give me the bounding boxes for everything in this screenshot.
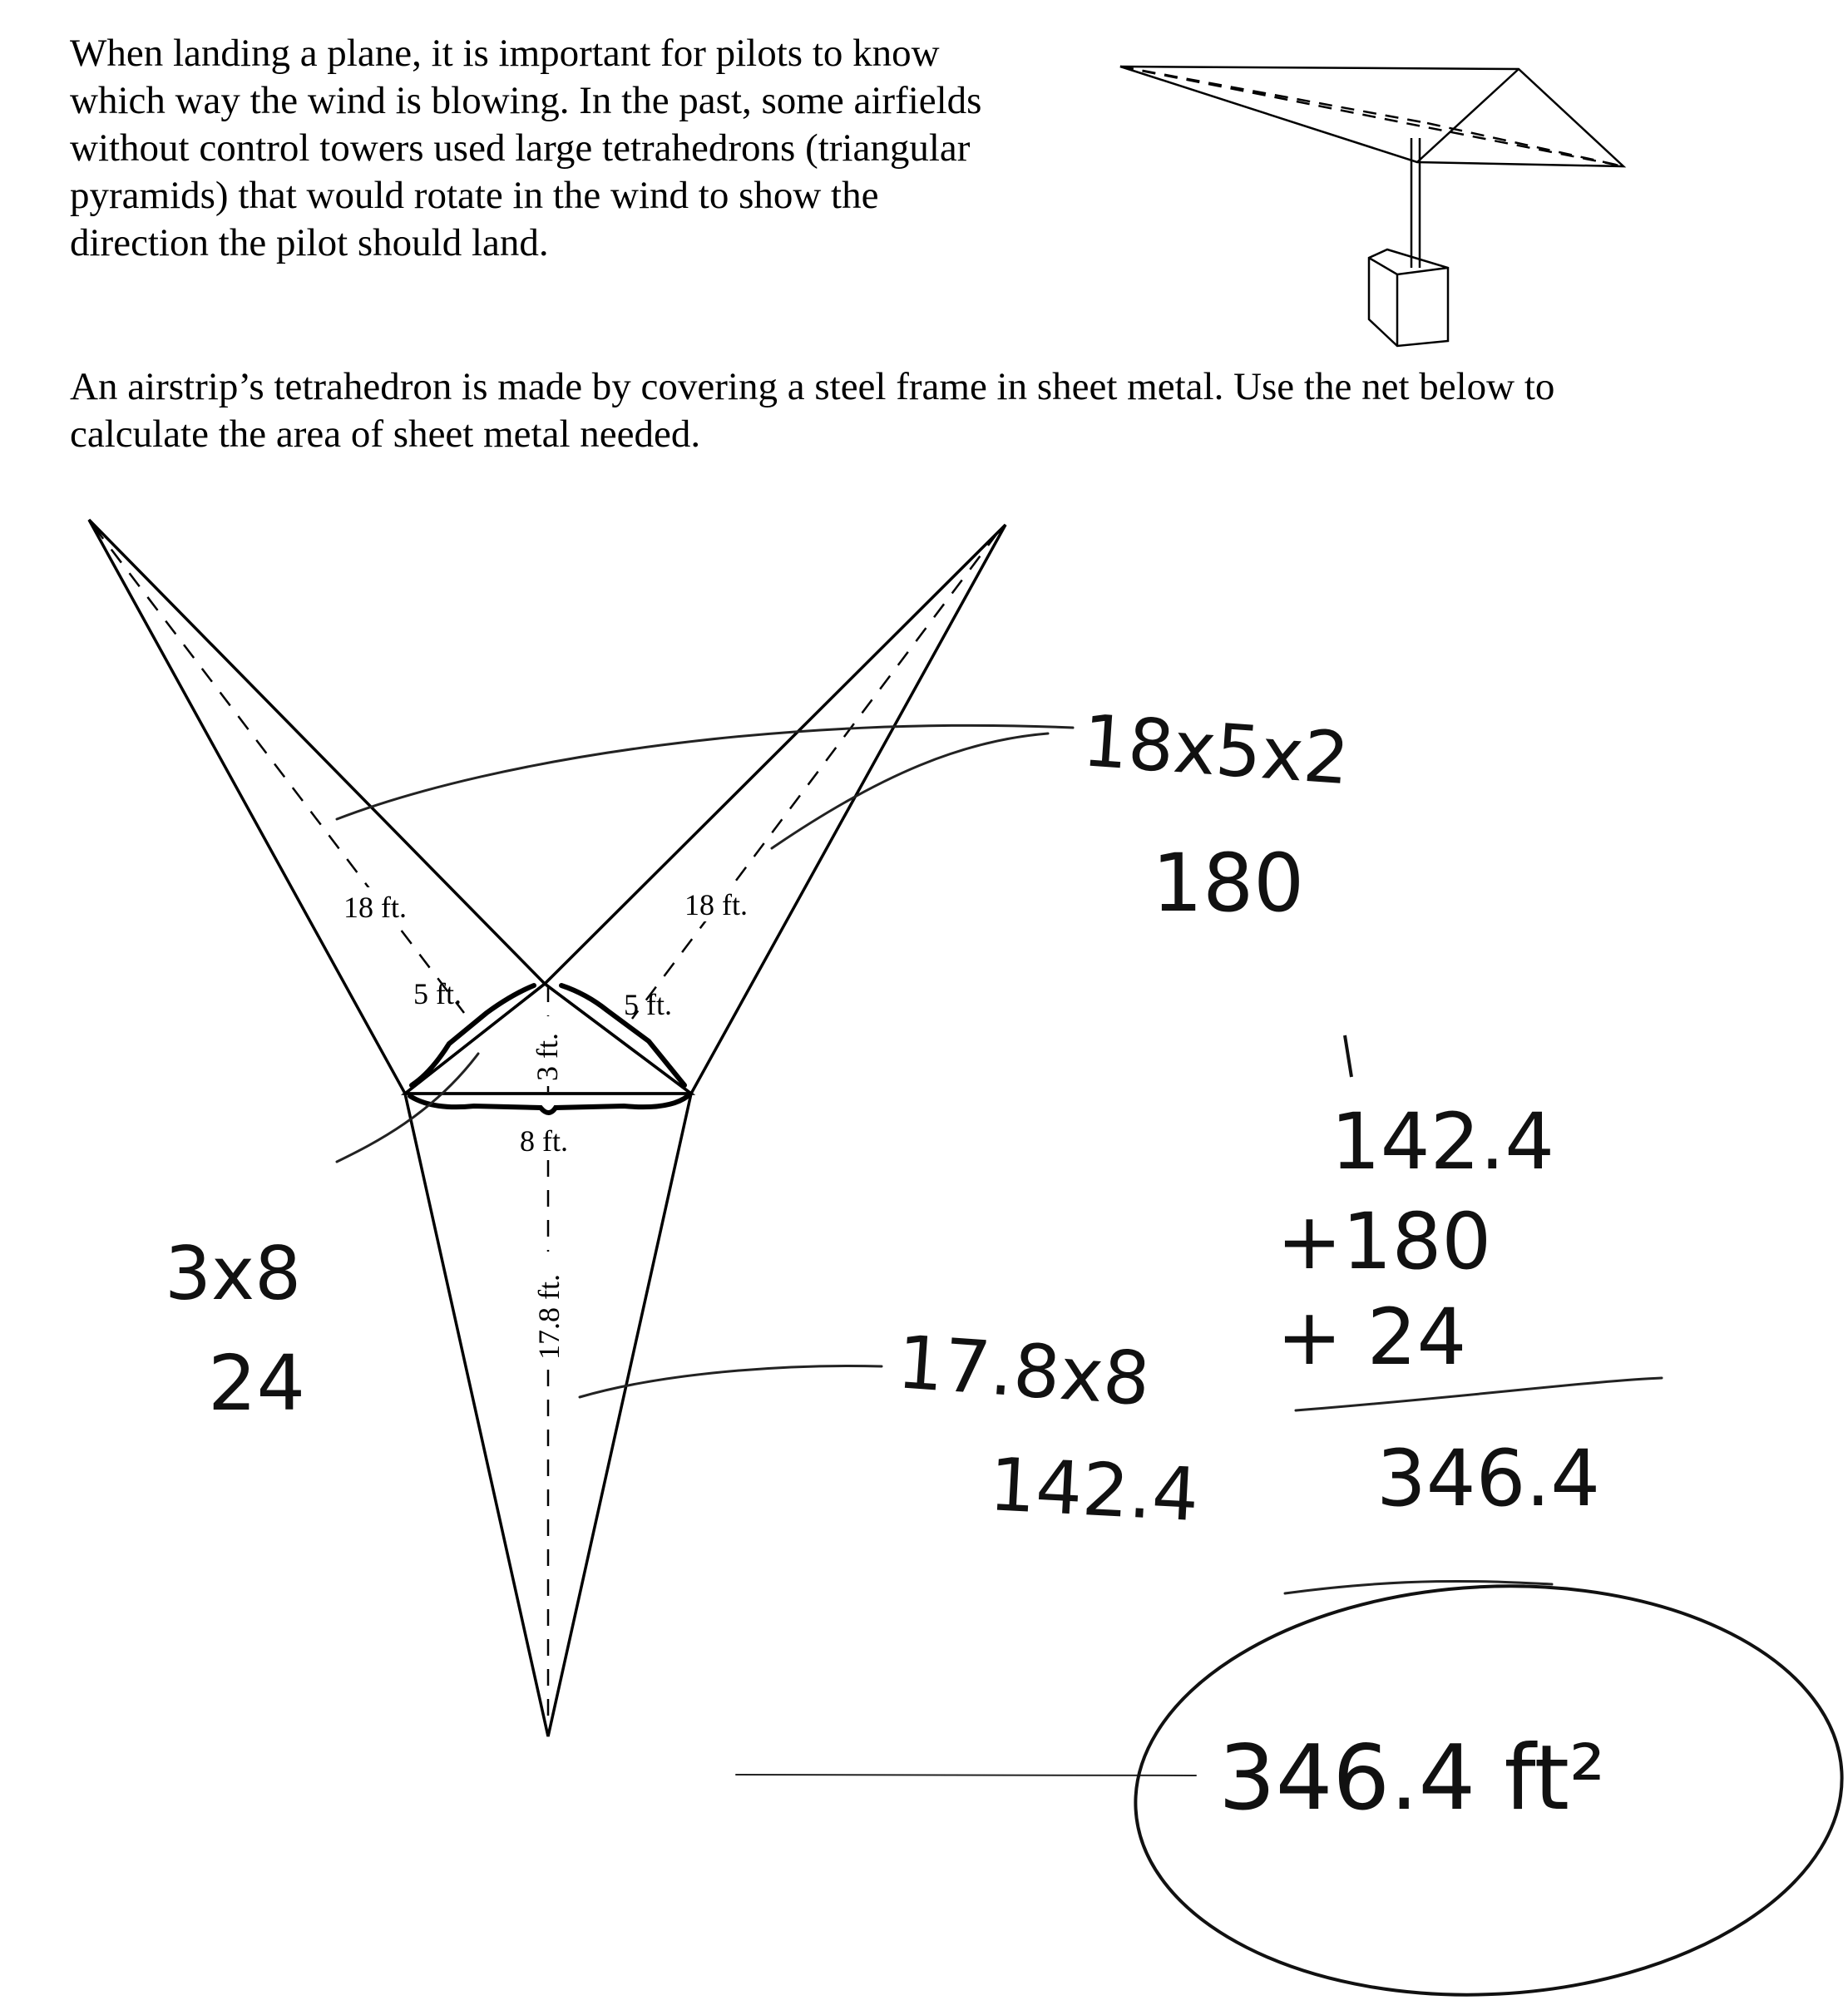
sum-line-1: 142.4 [1331,1097,1555,1188]
right-slant-label: 18 ft. [684,888,748,921]
left-side-label: 5 ft. [413,977,462,1010]
tetrahedron-illustration [1120,67,1623,346]
intro-line: When landing a plane, it is important for pilots to know [70,32,940,75]
intro-line: which way the wind is blowing. In the past, some airfields [70,79,982,122]
base-calc: 3x8 [165,1231,302,1316]
base-brace [410,1096,688,1113]
intro-line: direction the pilot should land. [70,221,549,264]
center-height-label: 3 ft. [531,1033,564,1081]
left-face [89,520,545,1094]
left-height-dashed [93,526,464,1013]
weight-box-edge [1369,258,1448,274]
right-height-dashed [632,532,998,1019]
intro-line: pyramids) that would rotate in the wind to show the [70,174,879,217]
bottom-result: 142.4 [986,1441,1201,1538]
left-slant-label: 18 ft. [343,891,407,924]
bottom-height-label: 17.8 ft. [532,1274,566,1360]
handwritten-work [165,699,1848,2013]
side-result: 180 [1152,837,1305,930]
sum-total: 346.4 [1376,1434,1601,1524]
sum-line-2: +180 [1277,1197,1492,1287]
final-answer: 346.4 ft² [1218,1726,1606,1830]
side-calc: 18x5x2 [1080,699,1352,802]
right-side-label: 5 ft. [624,988,672,1021]
task-line: An airstrip’s tetrahedron is made by covering a steel frame in sheet metal. Use the net below to [70,365,1555,408]
tetrahedron-edge [1417,69,1519,162]
tetrahedron-hidden-edge [1120,67,1427,123]
pointer-line [337,725,1073,819]
carry-mark [1345,1035,1351,1077]
task-line: calculate the area of sheet metal needed. [70,412,701,456]
right-face [545,525,1006,1094]
base-label: 8 ft. [520,1124,568,1158]
sum-line-3: + 24 [1277,1292,1467,1383]
net-dashed-heights [93,526,998,1717]
tetrahedron-hidden-edge [1120,67,1623,166]
bottom-calc: 17.8x8 [894,1319,1153,1423]
intro-line: without control towers used large tetrahedrons (triangular [70,126,971,170]
pointer-line [772,733,1048,848]
base-result: 24 [208,1339,306,1428]
